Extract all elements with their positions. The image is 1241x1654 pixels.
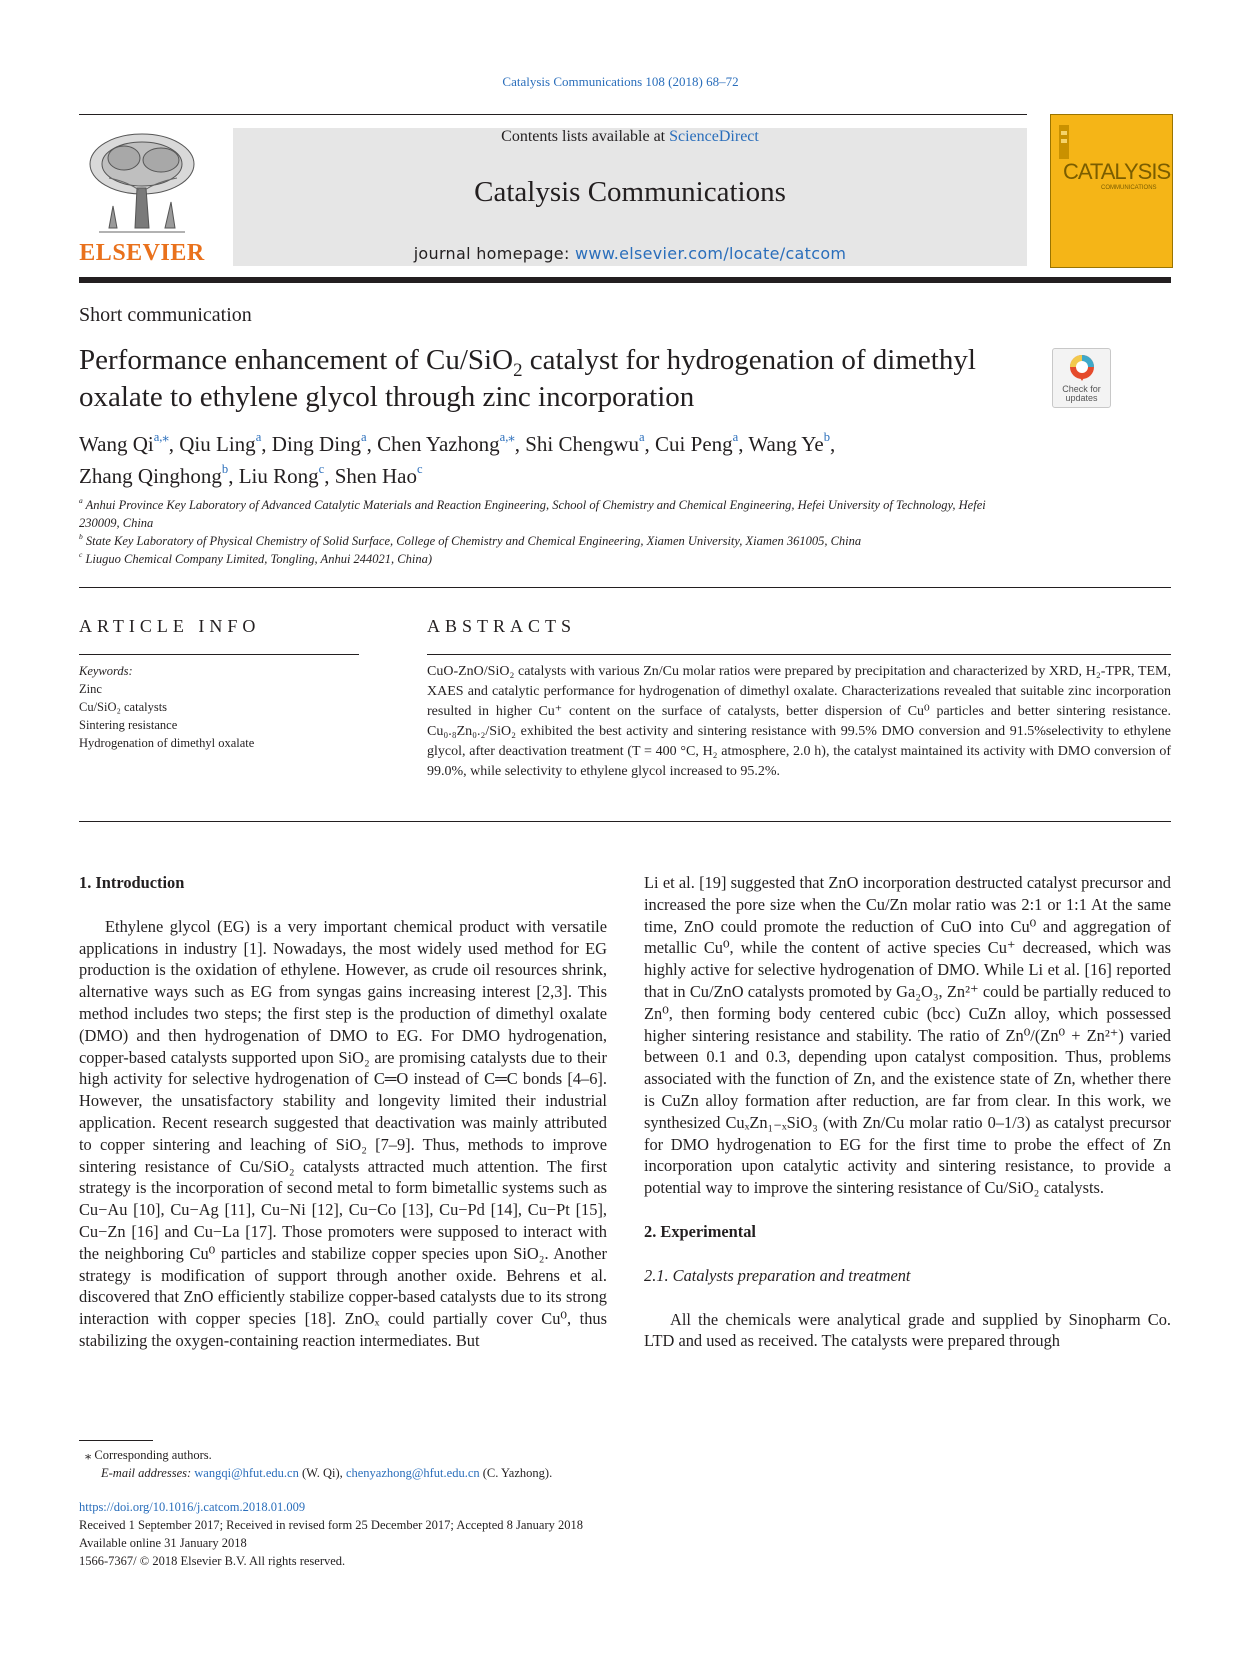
affiliation-item bbox=[79, 532, 1009, 550]
author-name[interactable]: Wang Ye bbox=[748, 432, 824, 456]
footnote-rule bbox=[79, 1440, 153, 1441]
author-name[interactable]: Liu Rong bbox=[238, 464, 319, 488]
crossmark-label-line-2: updates bbox=[1065, 393, 1098, 403]
article-info-rule bbox=[79, 654, 359, 655]
author-affiliation-sup[interactable]: c bbox=[318, 462, 325, 477]
author-affiliation-sup[interactable]: c bbox=[416, 462, 423, 477]
email-link-1[interactable]: wangqi@hfut.edu.cn bbox=[194, 1466, 299, 1480]
cover-subtitle: COMMUNICATIONS bbox=[1101, 185, 1157, 191]
author-separator: , bbox=[366, 432, 378, 456]
title-part-2: catalyst for hydrogenation of dimethyl oxalate to ethylene glycol through zinc incorporation bbox=[79, 344, 976, 413]
section-heading-experimental: 2. Experimental bbox=[644, 1221, 756, 1241]
email-owner-1: (W. Qi), bbox=[298, 1466, 346, 1480]
author-affiliation-sup[interactable]: a,⁎ bbox=[499, 430, 515, 445]
available-online: Available online 31 January 2018 bbox=[79, 1536, 247, 1550]
affiliation-label: b bbox=[79, 531, 83, 541]
journal-name: Catalysis Communications bbox=[474, 176, 786, 208]
author-separator: , bbox=[738, 432, 749, 456]
crossmark-icon bbox=[1068, 353, 1096, 383]
author-name[interactable]: Ding Ding bbox=[271, 432, 362, 456]
email-owner-2: (C. Yazhong). bbox=[479, 1466, 553, 1480]
publication-info bbox=[79, 1498, 979, 1570]
body-column-right bbox=[644, 872, 1171, 1352]
tree-icon bbox=[79, 128, 205, 240]
header-rule bbox=[79, 114, 1027, 115]
keyword-item: Cu/SiO₂ catalysts bbox=[79, 700, 168, 714]
keywords-label: Keywords: bbox=[79, 664, 133, 678]
affiliation-label: a bbox=[79, 495, 83, 505]
affiliation-item bbox=[79, 550, 1009, 568]
author-list bbox=[79, 428, 1039, 492]
email-link-2[interactable]: chenyazhong@hfut.edu.cn bbox=[345, 1466, 480, 1480]
author-affiliation-sup[interactable]: a bbox=[638, 430, 645, 445]
affiliation-rule bbox=[79, 587, 1171, 588]
abstract-heading: ABSTRACTS bbox=[427, 616, 577, 636]
author-separator: , bbox=[514, 432, 526, 456]
title-subscript: 2 bbox=[513, 359, 523, 381]
author-separator: , bbox=[261, 432, 272, 456]
experimental-paragraph: All the chemicals were analytical grade and supplied by Sinopharm Co. LTD and used as received. The catalysts were prepared through bbox=[644, 1309, 1171, 1351]
author-name[interactable]: Shi Chengwu bbox=[525, 432, 639, 456]
author-separator: , bbox=[644, 432, 656, 456]
email-label: E-mail addresses: bbox=[101, 1466, 195, 1480]
copyright-line: 1566-7367/ © 2018 Elsevier B.V. All rights reserved. bbox=[79, 1554, 346, 1568]
author-separator: , bbox=[324, 464, 335, 488]
affiliation-label: c bbox=[79, 549, 83, 559]
homepage-prefix: journal homepage: bbox=[413, 244, 576, 263]
author-name[interactable]: Shen Hao bbox=[334, 464, 417, 488]
corresponding-authors-note: ⁎ Corresponding authors. bbox=[85, 1448, 212, 1462]
affiliation-text: State Key Laboratory of Physical Chemistry of Solid Surface, College of Chemistry and Chemical Engineering, Xiamen University, Xiamen 361005, China bbox=[85, 534, 862, 548]
author-affiliation-sup[interactable]: a bbox=[732, 430, 739, 445]
title-part-1: Performance enhancement of Cu/SiO bbox=[79, 344, 514, 376]
author-affiliation-sup[interactable]: a,⁎ bbox=[153, 430, 169, 445]
contents-prefix: Contents lists available at bbox=[501, 128, 670, 145]
article-type: Short communication bbox=[79, 304, 252, 326]
affiliation-text: Anhui Province Key Laboratory of Advanced Catalytic Materials and Reaction Engineering, School of Chemistry and Chemical Engineering, Hefei University of Technology, Hefei 230009, China bbox=[79, 498, 986, 530]
author-name[interactable]: Chen Yazhong bbox=[377, 432, 500, 456]
author-affiliation-sup[interactable]: b bbox=[823, 430, 830, 445]
affiliations bbox=[79, 496, 1009, 568]
author-name[interactable]: Wang Qi bbox=[79, 432, 154, 456]
crossmark-label-line-1: Check for bbox=[1062, 384, 1101, 394]
corresponding-footnote bbox=[79, 1446, 979, 1482]
abstract-rule bbox=[427, 654, 1171, 655]
body-column-left bbox=[79, 872, 607, 1352]
author-affiliation-sup[interactable]: a bbox=[361, 430, 367, 445]
journal-masthead bbox=[233, 128, 1027, 266]
introduction-paragraph-continued: Li et al. [19] suggested that ZnO incorporation destructed catalyst precursor and increased the pore size when the Cu/Zn molar ratio was 2:1 or 1:1 At the same time, ZnO could promote the reduction of CuO into Cu⁰ and aggregation of metallic Cu⁰, while the content of active species Cu⁺ decreased, which was highly active for selective hydrogenation of DMO. While Li et al. [16] reported that in Cu/ZnO catalysts promoted by Ga₂O₃, Zn²⁺ could be partially reduced to Zn⁰, then forming body centered cubic (bcc) CuZn alloy, which possessed higher sintering resistance and stability. The ratio of Zn⁰/(Zn⁰ + Zn²⁺) varied between 0.1 and 0.3, depending upon catalyst composition. Thus, problems associated with the function of Zn, and the existence state of Zn, whether there is CuZn alloy formation after reduction, are far from clear. In this work, we synthesized CuₓZn₁₋ₓSiO₃ (with Zn/Cu molar ratio 0–1/3) as catalyst precursor for DMO hydrogenation to EG for the first time to probe the effect of Zn incorporation upon catalytic activity and sintering resistance, to provide a potential way to improve the sintering resistance of Cu/SiO₂ catalysts. bbox=[644, 873, 1171, 1198]
keyword-item: Zinc bbox=[79, 682, 102, 696]
section-heading-introduction: 1. Introduction bbox=[79, 873, 185, 892]
header-thick-rule bbox=[79, 277, 1171, 283]
affiliation-text: Liuguo Chemical Company Limited, Tongling, Anhui 244021, China) bbox=[85, 552, 433, 566]
author-separator: , bbox=[228, 464, 239, 488]
author-name[interactable]: Zhang Qinghong bbox=[79, 464, 222, 488]
elsevier-wordmark: ELSEVIER bbox=[79, 240, 205, 266]
contents-available-line bbox=[233, 128, 1027, 146]
cover-title: CATALYSIS bbox=[1063, 159, 1171, 184]
author-name[interactable]: Qiu Ling bbox=[179, 432, 256, 456]
sciencedirect-link[interactable]: ScienceDirect bbox=[669, 128, 759, 145]
journal-homepage-line bbox=[233, 244, 1027, 263]
author-separator: , bbox=[829, 432, 836, 456]
keyword-item: Sintering resistance bbox=[79, 718, 178, 732]
author-separator: , bbox=[168, 432, 180, 456]
author-affiliation-sup[interactable]: b bbox=[221, 462, 229, 477]
author-name[interactable]: Cui Peng bbox=[655, 432, 733, 456]
keywords-block bbox=[79, 662, 379, 752]
email-line bbox=[79, 1464, 979, 1482]
crossmark-check-for-updates-button[interactable] bbox=[1052, 348, 1111, 408]
crossmark-label bbox=[1053, 385, 1110, 403]
article-title bbox=[79, 342, 979, 416]
homepage-link[interactable]: www.elsevier.com/locate/catcom bbox=[575, 244, 847, 263]
journal-citation[interactable]: Catalysis Communications 108 (2018) 68–72 bbox=[502, 74, 739, 89]
journal-cover-thumbnail[interactable] bbox=[1050, 114, 1173, 268]
abstract-end-rule bbox=[79, 821, 1171, 822]
keyword-item: Hydrogenation of dimethyl oxalate bbox=[79, 736, 255, 750]
abstract-text: CuO-ZnO/SiO₂ catalysts with various Zn/Cu molar ratios were prepared by precipitation and characterized by XRD, H₂-TPR, TEM, XAES and catalytic performance for hydrogenation of dimethyl oxalate. Characterizations revealed that suitable zinc incorporation resulted in higher Cu⁺ content on the surface of catalysts, better dispersion of Cu⁰ particles and better sintering resistance. Cu₀.₈Zn₀.₂/SiO₂ exhibited the best activity and sintering resistance with 99.5% DMO conversion and 91.5%selectivity to ethylene glycol, after deactivation treatment (T = 400 °C, H₂ atmosphere, 2.0 h), the catalyst maintained its activity with DMO conversion of 99.0%, while selectivity to ethylene glycol increased to 95.2%. bbox=[427, 664, 1171, 779]
affiliation-item bbox=[79, 496, 1009, 532]
article-info-heading: ARTICLE INFO bbox=[79, 616, 261, 636]
received-dates: Received 1 September 2017; Received in revised form 25 December 2017; Accepted 8 January 2018 bbox=[79, 1518, 584, 1532]
introduction-paragraph: Ethylene glycol (EG) is a very important chemical product with versatile applications in industry [1]. Nowadays, the most widely used method for EG production is the oxidation of ethylene. However, as crude oil resources shrink, alternative ways such as EG from syngas gains increasing interest [2,3]. This method includes two steps; the first step is the production of dimethyl oxalate (DMO) and then hydrogenation of DMO to EG. For DMO hydrogenation, copper-based catalysts supported upon SiO₂ are promising catalysts due to their high activity for selective hydrogenation of C═O instead of C═C bonds [4–6]. However, the unsatisfactory stability and longevity limited their industrial application. Recent research suggested that deactivation was mainly attributed to copper sintering and leaching of SiO₂ [7–9]. Thus, methods to improve sintering resistance of Cu/SiO₂ catalysts attracted much attention. The first strategy is the incorporation of second metal to form bimetallic systems such as Cu−Au [10], Cu−Ag [11], Cu−Ni [12], Cu−Co [13], Cu−Pd [14], Cu−Pt [15], Cu−Zn [16] and Cu−La [17]. Those promoters were supposed to interact with the neighboring Cu⁰ particles and stabilize copper species upon SiO₂. Another strategy is modification of support through another oxide. Behrens et al. discovered that ZnO efficiently stabilize copper-based catalysts due to its strong interaction with copper species [18]. ZnOₓ could partially cover Cu⁰, thus stabilizing the oxygen-containing reaction intermediates. But bbox=[79, 916, 607, 1350]
subsection-heading-catalysts: 2.1. Catalysts preparation and treatment bbox=[644, 1265, 911, 1285]
author-affiliation-sup[interactable]: a bbox=[255, 430, 262, 445]
cover-graphic-icon bbox=[1057, 123, 1075, 163]
doi-link[interactable]: https://doi.org/10.1016/j.catcom.2018.01.009 bbox=[79, 1500, 306, 1514]
